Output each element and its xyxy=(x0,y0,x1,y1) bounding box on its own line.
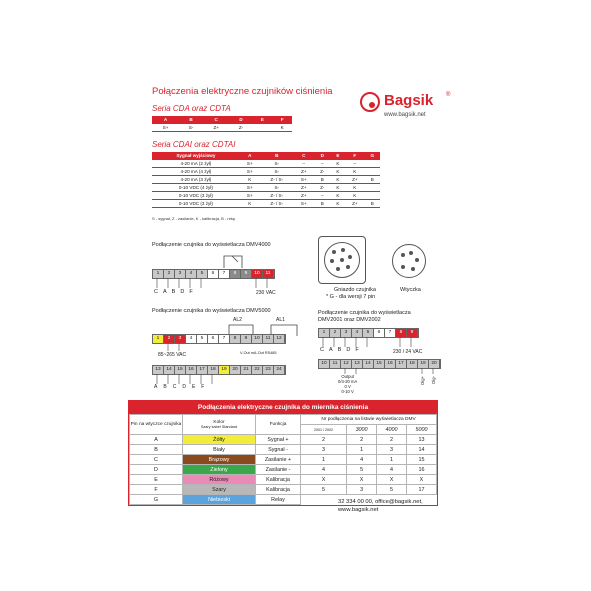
series2-cell: Z- xyxy=(314,184,331,192)
value-cell: 2 xyxy=(347,435,377,445)
terminal: 14 xyxy=(363,360,374,368)
contact-website: www.bagsik.net xyxy=(338,507,379,513)
terminal: 17 xyxy=(197,366,208,374)
series2-cell: – xyxy=(294,160,314,168)
series2-cell xyxy=(365,184,380,192)
series2-cell: B xyxy=(365,176,380,184)
terminal: 9 xyxy=(407,329,418,337)
terminal: 18 xyxy=(208,366,219,374)
terminal: 4 xyxy=(186,270,197,278)
value-cell: 3 xyxy=(347,485,377,495)
terminal: 10 xyxy=(252,270,263,278)
value-cell: X xyxy=(301,475,347,485)
terminal: 4 xyxy=(186,335,197,343)
series2-header: A xyxy=(240,152,260,160)
terminal: 3 xyxy=(175,270,186,278)
function-cell: Kalibracja xyxy=(256,485,301,495)
series2-cell: B xyxy=(365,200,380,208)
series2-title: Seria CDAI oraz CDTAI xyxy=(152,140,236,149)
value-cell: 13 xyxy=(406,435,436,445)
terminal: 2 xyxy=(164,270,175,278)
series2-cell: S+ xyxy=(240,184,260,192)
value-cell: 5 xyxy=(301,485,347,495)
dmv2001-letters xyxy=(320,347,359,353)
dmv4000-title: Podłączenie czujnika do wyświetlacza DMV4000 xyxy=(152,242,271,248)
terminal: 2 xyxy=(164,335,175,343)
terminal: 24 xyxy=(274,366,285,374)
table-row xyxy=(152,192,380,200)
logo-registered: ® xyxy=(446,92,451,98)
relay-symbol xyxy=(220,252,250,270)
output-line: 0-10 V xyxy=(341,389,354,394)
terminal: 1 xyxy=(153,335,164,343)
terminal: 11 xyxy=(263,335,274,343)
series2-cell: K xyxy=(331,200,345,208)
series2-cell: Z+ xyxy=(345,176,364,184)
wire-letter: B xyxy=(171,289,176,295)
series1-cell xyxy=(253,124,273,132)
wire-letter: D xyxy=(180,289,185,295)
table-row xyxy=(152,184,380,192)
terminal: 11 xyxy=(263,270,274,278)
pin-cell: D xyxy=(130,465,183,475)
function-cell: Sygnał + xyxy=(256,435,301,445)
table-row xyxy=(152,160,380,168)
alarm2-label: AL2 xyxy=(233,317,242,323)
value-cell: X xyxy=(347,475,377,485)
function-cell: Sygnał - xyxy=(256,445,301,455)
series2-header: Sygnał wyjściowy xyxy=(152,152,240,160)
series2-cell: K xyxy=(331,176,345,184)
meter-connection-table xyxy=(128,400,438,506)
series2-cell: K xyxy=(331,160,345,168)
dmv5000-power: 85~265 VAC xyxy=(158,352,187,358)
series2-header: F xyxy=(345,152,364,160)
series1-header: C xyxy=(203,116,229,124)
series2-cell xyxy=(365,168,380,176)
terminal: 5 xyxy=(363,329,374,337)
series2-cell: 4-20 mA (4 żył) xyxy=(152,168,240,176)
wire-letter: C xyxy=(320,347,324,353)
wire-letter: D xyxy=(346,347,351,353)
wire-letter: E xyxy=(191,384,196,390)
table-row xyxy=(130,485,437,495)
series2-cell: Z+ xyxy=(345,200,364,208)
series2-cell: S+ xyxy=(294,200,314,208)
series2-header: C xyxy=(294,152,314,160)
wire-letter: A xyxy=(154,384,158,390)
logo-mark-icon xyxy=(360,92,380,112)
terminal: 12 xyxy=(274,335,285,343)
series2-cell: B xyxy=(314,176,331,184)
terminal: 23 xyxy=(263,366,274,374)
value-cell: 3 xyxy=(377,445,407,455)
terminal: 7 xyxy=(219,335,230,343)
wire-letter: F xyxy=(201,384,205,390)
value-cell: 3 xyxy=(301,445,347,455)
terminal: 8 xyxy=(396,329,407,337)
color-cell: Brązowy xyxy=(183,455,256,465)
terminal: 16 xyxy=(186,366,197,374)
terminal: 4 xyxy=(352,329,363,337)
series1-header: A xyxy=(152,116,179,124)
series1-header: F xyxy=(272,116,292,124)
series1-title: Seria CDA oraz CDTA xyxy=(152,104,231,113)
wire-letter: C xyxy=(154,289,158,295)
output-line: 0/4-20 mA xyxy=(338,379,358,384)
value-cell: 2 xyxy=(377,435,407,445)
series2-cell: S- xyxy=(260,184,294,192)
pin-cell: F xyxy=(130,485,183,495)
wire-letter: F xyxy=(189,289,193,295)
terminal: 18 xyxy=(407,360,418,368)
terminal: 20 xyxy=(230,366,241,374)
dmv5000-letters xyxy=(154,384,204,390)
value-cell: 4 xyxy=(377,465,407,475)
series2-cell: S+ xyxy=(240,168,260,176)
value-cell: 16 xyxy=(406,465,436,475)
terminal: 2 xyxy=(330,329,341,337)
value-cell: 15 xyxy=(406,455,436,465)
series2-cell: Z+ xyxy=(294,168,314,176)
terminal: 8 xyxy=(230,270,241,278)
wire-letter: D xyxy=(182,384,186,390)
terminal: 6 xyxy=(208,335,219,343)
col-function-header: Funkcja xyxy=(256,415,301,435)
col-sub-header: 5000 xyxy=(406,425,436,435)
wire-letter: A xyxy=(328,347,333,353)
terminal: 14 xyxy=(164,366,175,374)
series2-cell: 4-20 mA (2 żył) xyxy=(152,160,240,168)
col-color-header xyxy=(183,415,256,435)
series2-cell: S+ xyxy=(240,192,260,200)
plug-icon xyxy=(392,244,426,278)
value-cell: 4 xyxy=(347,455,377,465)
series2-cell: 0-10 VDC (3 żył) xyxy=(152,192,240,200)
series2-cell: K xyxy=(345,184,364,192)
terminal: 10 xyxy=(252,335,263,343)
table-row xyxy=(152,168,380,176)
series2-cell: Z+ xyxy=(294,184,314,192)
logo-name: Bagsik xyxy=(384,92,434,109)
table-row xyxy=(130,445,437,455)
col-nr-header: Nr podłączenia na listwie wyświetlacza DMV xyxy=(301,415,437,425)
series1-cell: K xyxy=(272,124,292,132)
series2-cell: K xyxy=(345,192,364,200)
output-line: 0 V xyxy=(344,384,351,389)
color-cell: Różowy xyxy=(183,475,256,485)
function-cell: Zasilanie + xyxy=(256,455,301,465)
terminal: 7 xyxy=(219,270,230,278)
terminal: 1 xyxy=(319,329,330,337)
function-cell: Relay xyxy=(256,495,301,505)
terminal: 6 xyxy=(374,329,385,337)
terminal: 13 xyxy=(352,360,363,368)
color-cell: Zielony xyxy=(183,465,256,475)
dig-plus-label: Dig+ xyxy=(420,376,425,385)
value-cell: X xyxy=(377,475,407,485)
terminal: 5 xyxy=(197,335,208,343)
terminal: 21 xyxy=(241,366,252,374)
wire-letter: B xyxy=(163,384,167,390)
terminal: 13 xyxy=(153,366,164,374)
value-cell: 2 xyxy=(301,435,347,445)
pin-cell: A xyxy=(130,435,183,445)
table-row xyxy=(130,465,437,475)
color-cell: Biały xyxy=(183,445,256,455)
series2-cell: K xyxy=(331,184,345,192)
series1-cell: Z+ xyxy=(203,124,229,132)
terminal: 10 xyxy=(319,360,330,368)
alarm1-label: AL1 xyxy=(276,317,285,323)
series2-cell xyxy=(365,192,380,200)
dmv2001-title-line1: Podłączenie czujnika do wyświetlacza xyxy=(318,310,411,316)
series2-cell: K xyxy=(331,192,345,200)
terminal: 6 xyxy=(208,270,219,278)
series2-cell: Z- / S- xyxy=(260,200,294,208)
series2-cell: K xyxy=(240,200,260,208)
contact-info xyxy=(338,498,423,514)
color-cell: Niebieski xyxy=(183,495,256,505)
terminal: 3 xyxy=(175,335,186,343)
series2-cell: S+ xyxy=(240,160,260,168)
series2-cell: Z- / S- xyxy=(260,176,294,184)
table-row xyxy=(130,435,437,445)
series2-cell: K xyxy=(345,168,364,176)
terminal: 15 xyxy=(175,366,186,374)
series2-header: B xyxy=(260,152,294,160)
series2-cell: 0-10 VDC (3 żył) xyxy=(152,200,240,208)
dmv2001-output xyxy=(338,374,357,394)
col-sub-header: 2001 / 2002 xyxy=(301,425,347,435)
output-label: Output xyxy=(341,374,354,379)
series2-cell: – xyxy=(314,192,331,200)
plug-label: Wtyczka xyxy=(400,287,421,293)
series2-cell: Z- xyxy=(314,168,331,176)
series2-header: G xyxy=(365,152,380,160)
terminal: 7 xyxy=(385,329,396,337)
terminal: 15 xyxy=(374,360,385,368)
table-row xyxy=(152,200,380,208)
color-cell: Szary xyxy=(183,485,256,495)
table-row xyxy=(152,176,380,184)
series2-cell: S- xyxy=(260,160,294,168)
series2-cell: K xyxy=(331,168,345,176)
value-cell: 17 xyxy=(406,485,436,495)
series2-cell: 4-20 mA (3 żył) xyxy=(152,176,240,184)
terminal: 19 xyxy=(418,360,429,368)
value-cell: 1 xyxy=(301,455,347,465)
dmv4000-power: 230 VAC xyxy=(256,290,276,296)
dmv5000-out-labels: V-Out mA-Out RS485 xyxy=(240,351,277,355)
value-cell: 5 xyxy=(377,485,407,495)
bagsik-logo xyxy=(358,90,454,120)
value-cell: 5 xyxy=(347,465,377,475)
terminal: 3 xyxy=(341,329,352,337)
value-cell: 1 xyxy=(347,445,377,455)
wire-letter: C xyxy=(172,384,177,390)
series2-cell: Z+ xyxy=(294,192,314,200)
series2-cell: S+ xyxy=(294,176,314,184)
series2-legend: S - sygnał, Z - zasilanie, K - kalibracja, B - rekę xyxy=(152,216,236,221)
series2-cell: Z- / S- xyxy=(260,192,294,200)
series2-table xyxy=(152,152,380,208)
pin-cell: C xyxy=(130,455,183,465)
page-title: Połączenia elektryczne czujników ciśnienia xyxy=(152,86,333,97)
terminal: 22 xyxy=(252,366,263,374)
dig-minus-label: Dig- xyxy=(431,376,436,384)
function-cell: Kalibracja xyxy=(256,475,301,485)
col-pin-header: Pin na wtyczce czujnika xyxy=(130,415,183,435)
value-cell: 4 xyxy=(301,465,347,475)
socket-note: * G - dla wersji 7 pin xyxy=(326,294,376,300)
series2-cell: S- xyxy=(260,168,294,176)
terminal: 1 xyxy=(153,270,164,278)
terminal: 9 xyxy=(241,270,252,278)
col-sub-header: 4000 xyxy=(377,425,407,435)
dmv2001-title-line2: DMV2001 oraz DMV2002 xyxy=(318,317,381,323)
terminal: 19 xyxy=(219,366,230,374)
series1-cell: S+ xyxy=(152,124,179,132)
terminal: 20 xyxy=(429,360,440,368)
table-row xyxy=(130,455,437,465)
function-cell: Zasilanie - xyxy=(256,465,301,475)
wire-letter: B xyxy=(337,347,342,353)
series2-cell: B xyxy=(314,200,331,208)
terminal: 9 xyxy=(241,335,252,343)
terminal: 5 xyxy=(197,270,208,278)
series1-header: E xyxy=(253,116,273,124)
series1-cell: Z- xyxy=(229,124,252,132)
wire-letter: A xyxy=(162,289,167,295)
wire-letter: F xyxy=(355,347,359,353)
table-row xyxy=(130,475,437,485)
logo-url: www.bagsik.net xyxy=(384,112,426,118)
meter-table-title: Podłączenia elektryczne czujnika do miernika ciśnienia xyxy=(129,401,437,414)
sensor-socket-icon xyxy=(318,236,366,284)
dmv4000-letters xyxy=(154,289,193,295)
terminal: 17 xyxy=(396,360,407,368)
value-cell: 14 xyxy=(406,445,436,455)
pin-cell: E xyxy=(130,475,183,485)
pin-cell: B xyxy=(130,445,183,455)
socket-label: Gniazdo czujnika xyxy=(334,287,376,293)
color-cell: Żółty xyxy=(183,435,256,445)
series2-cell: 0-10 VDC (4 żył) xyxy=(152,184,240,192)
terminal: 12 xyxy=(341,360,352,368)
series1-header: D xyxy=(229,116,252,124)
pin-cell: G xyxy=(130,495,183,505)
series2-cell: K xyxy=(240,176,260,184)
series2-header: E xyxy=(331,152,345,160)
series2-cell: – xyxy=(314,160,331,168)
dmv5000-title: Podłączenie czujnika do wyświetlacza DMV5000 xyxy=(152,308,271,314)
dmv2001-power: 230 / 24 VAC xyxy=(393,349,423,355)
series2-header: D xyxy=(314,152,331,160)
terminal: 8 xyxy=(230,335,241,343)
series1-cell: S- xyxy=(179,124,203,132)
col-color-title: Kolor xyxy=(213,420,225,425)
series1-table xyxy=(152,116,292,132)
terminal: 11 xyxy=(330,360,341,368)
series2-cell xyxy=(365,160,380,168)
series1-header: B xyxy=(179,116,203,124)
series2-cell: – xyxy=(345,160,364,168)
value-cell: X xyxy=(406,475,436,485)
contact-phone-email: 32 334 00 00, office@bagsik.net, xyxy=(338,499,423,505)
value-cell: 1 xyxy=(377,455,407,465)
col-sub-header: 3000 xyxy=(347,425,377,435)
terminal: 16 xyxy=(385,360,396,368)
col-color-sub: Szary kabel Standard xyxy=(200,425,238,429)
